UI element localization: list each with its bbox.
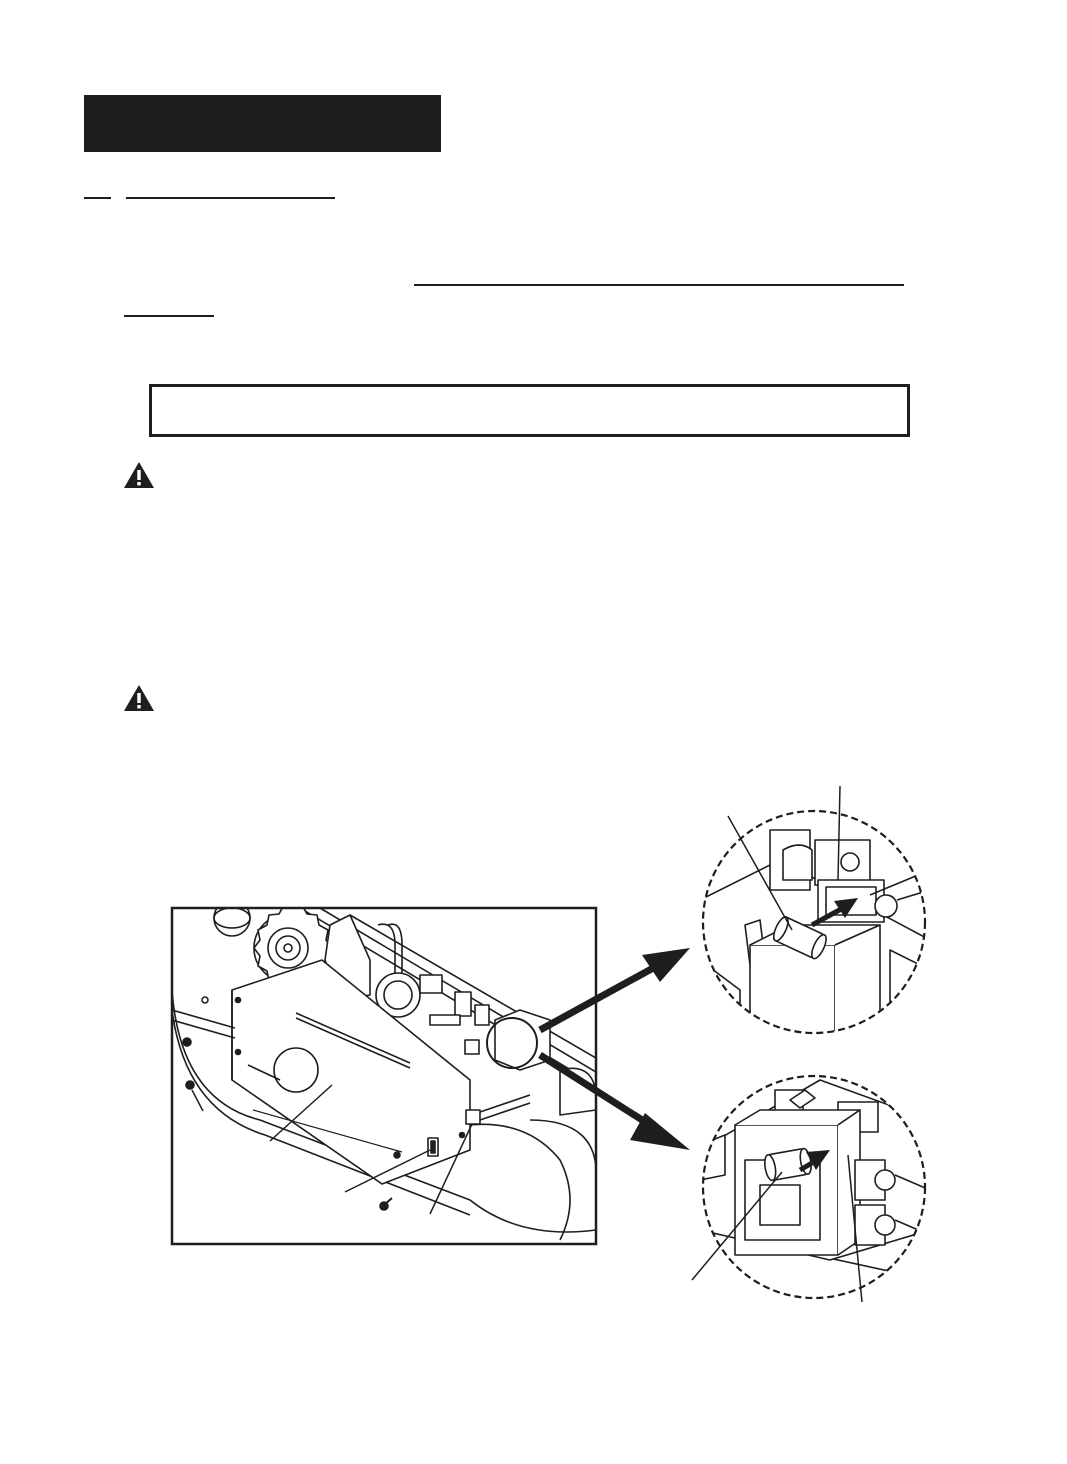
fuse-detail-top <box>700 830 930 1040</box>
detail-arrows <box>540 948 690 1150</box>
main-view <box>172 900 596 1240</box>
fuse-detail-bottom <box>700 1080 930 1300</box>
leader-screw <box>192 1090 203 1111</box>
